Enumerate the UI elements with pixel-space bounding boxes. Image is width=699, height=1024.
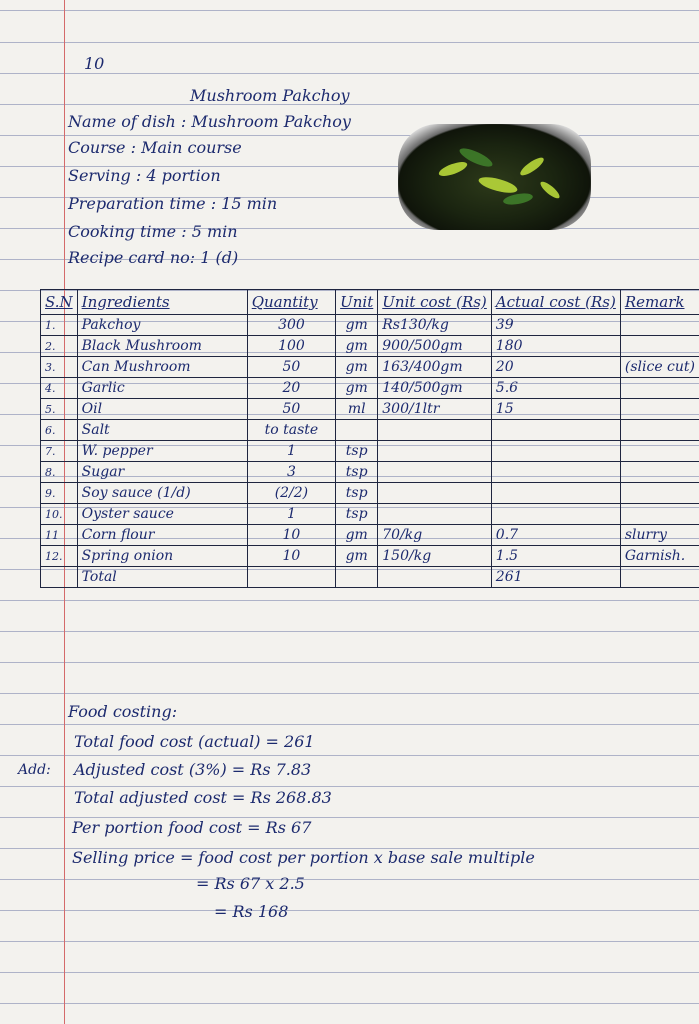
cell-unit: tsp <box>336 441 378 462</box>
cell-sn: 3. <box>41 357 78 378</box>
cell-ingredient: Spring onion <box>77 546 247 567</box>
cell-sn: 10. <box>41 504 78 525</box>
cell-sn: 6. <box>41 420 78 441</box>
cell-ingredient: Salt <box>77 420 247 441</box>
cell-actual-cost: 15 <box>491 399 620 420</box>
cell-unit: gm <box>336 525 378 546</box>
cell-remark: Garnish. <box>620 546 699 567</box>
cell-sn: 1. <box>41 315 78 336</box>
cell-remark <box>620 567 699 588</box>
cell-remark <box>620 462 699 483</box>
table-row <box>41 483 699 504</box>
cell-actual-cost: 1.5 <box>491 546 620 567</box>
cell-unit: tsp <box>336 483 378 504</box>
cell-unit <box>336 567 378 588</box>
header-sn: S.N <box>41 290 78 315</box>
header-quantity: Quantity <box>247 290 335 315</box>
cost-line-7: = Rs 168 <box>214 902 289 921</box>
cell-actual-cost <box>491 441 620 462</box>
cell-sn: 9. <box>41 483 78 504</box>
cell-unit: tsp <box>336 462 378 483</box>
cell-sn: 11 <box>41 525 78 546</box>
cell-unit-cost <box>378 567 492 588</box>
table-header-row <box>41 290 699 315</box>
page-number: 10 <box>84 54 105 73</box>
cell-quantity: 100 <box>247 336 335 357</box>
cost-line-6: = Rs 67 x 2.5 <box>196 874 305 893</box>
cell-unit-cost: 163/400gm <box>378 357 492 378</box>
cell-remark <box>620 315 699 336</box>
cell-actual-cost: 5.6 <box>491 378 620 399</box>
dish-photo <box>398 124 591 230</box>
cell-actual-cost: 261 <box>491 567 620 588</box>
serving: Serving : 4 portion <box>68 166 221 185</box>
cooking-time: Cooking time : 5 min <box>68 222 238 241</box>
cell-remark <box>620 420 699 441</box>
cell-unit-cost: 150/kg <box>378 546 492 567</box>
cell-quantity <box>247 567 335 588</box>
cell-ingredient: W. pepper <box>77 441 247 462</box>
header-unit: Unit <box>336 290 378 315</box>
table-row <box>41 378 699 399</box>
header-remark: Remark <box>620 290 699 315</box>
header-unit-cost: Unit cost (Rs) <box>378 290 492 315</box>
cell-ingredient: Total <box>77 567 247 588</box>
cell-sn <box>41 567 78 588</box>
cell-unit: gm <box>336 546 378 567</box>
cell-quantity: 10 <box>247 525 335 546</box>
cell-remark <box>620 483 699 504</box>
prep-time: Preparation time : 15 min <box>68 194 278 213</box>
cell-actual-cost <box>491 420 620 441</box>
cell-unit: gm <box>336 378 378 399</box>
table-row <box>41 504 699 525</box>
cost-line-1: Total food cost (actual) = 261 <box>74 732 315 751</box>
cell-unit-cost <box>378 441 492 462</box>
cell-quantity: 1 <box>247 504 335 525</box>
cell-ingredient: Sugar <box>77 462 247 483</box>
cell-quantity: 50 <box>247 357 335 378</box>
cell-sn: 4. <box>41 378 78 399</box>
table-row <box>41 357 699 378</box>
cell-ingredient: Garlic <box>77 378 247 399</box>
cell-actual-cost: 0.7 <box>491 525 620 546</box>
cell-unit: tsp <box>336 504 378 525</box>
cell-unit-cost: Rs130/kg <box>378 315 492 336</box>
food-costing-heading: Food costing: <box>68 702 178 721</box>
cell-unit-cost <box>378 462 492 483</box>
cell-ingredient: Oyster sauce <box>77 504 247 525</box>
cell-quantity: 10 <box>247 546 335 567</box>
cell-sn: 2. <box>41 336 78 357</box>
cell-quantity: to taste <box>247 420 335 441</box>
cell-ingredient: Pakchoy <box>77 315 247 336</box>
dish-name: Name of dish : Mushroom Pakchoy <box>68 112 351 131</box>
cell-ingredient: Black Mushroom <box>77 336 247 357</box>
cell-remark <box>620 441 699 462</box>
cost-line-4: Per portion food cost = Rs 67 <box>72 818 312 837</box>
table-row <box>41 525 699 546</box>
cell-remark <box>620 378 699 399</box>
cell-quantity: 1 <box>247 441 335 462</box>
cost-line-2: Adjusted cost (3%) = Rs 7.83 <box>74 760 312 779</box>
table-row <box>41 546 699 567</box>
cell-unit-cost <box>378 483 492 504</box>
header-actual-cost: Actual cost (Rs) <box>491 290 620 315</box>
cell-unit: gm <box>336 315 378 336</box>
cell-quantity: 300 <box>247 315 335 336</box>
cell-remark <box>620 336 699 357</box>
cell-unit: ml <box>336 399 378 420</box>
cell-quantity: 3 <box>247 462 335 483</box>
table-row <box>41 399 699 420</box>
cell-quantity: 20 <box>247 378 335 399</box>
cell-sn: 12. <box>41 546 78 567</box>
cell-unit-cost <box>378 504 492 525</box>
cost-line-5: Selling price = food cost per portion x base sale multiple <box>72 848 535 867</box>
cell-unit: gm <box>336 336 378 357</box>
cell-actual-cost: 180 <box>491 336 620 357</box>
table-row <box>41 420 699 441</box>
cell-actual-cost <box>491 483 620 504</box>
table-row <box>41 315 699 336</box>
table-row <box>41 336 699 357</box>
add-label: Add: <box>18 762 51 778</box>
cell-ingredient: Soy sauce (1/d) <box>77 483 247 504</box>
course: Course : Main course <box>68 138 242 157</box>
header-ingredients: Ingredients <box>77 290 247 315</box>
cell-sn: 7. <box>41 441 78 462</box>
cell-actual-cost <box>491 462 620 483</box>
cell-sn: 8. <box>41 462 78 483</box>
ingredient-table <box>40 289 699 588</box>
cell-unit-cost: 70/kg <box>378 525 492 546</box>
table-row <box>41 462 699 483</box>
cell-remark: slurry <box>620 525 699 546</box>
table-row <box>41 567 699 588</box>
cell-sn: 5. <box>41 399 78 420</box>
cell-unit <box>336 420 378 441</box>
recipe-card-no: Recipe card no: 1 (d) <box>68 248 239 267</box>
cell-actual-cost <box>491 504 620 525</box>
cell-unit-cost: 900/500gm <box>378 336 492 357</box>
cell-ingredient: Can Mushroom <box>77 357 247 378</box>
cell-remark <box>620 399 699 420</box>
cell-unit-cost: 140/500gm <box>378 378 492 399</box>
cell-ingredient: Oil <box>77 399 247 420</box>
cell-unit-cost: 300/1ltr <box>378 399 492 420</box>
cell-quantity: (2/2) <box>247 483 335 504</box>
cell-unit: gm <box>336 357 378 378</box>
cell-remark <box>620 504 699 525</box>
cell-remark: (slice cut) <box>620 357 699 378</box>
cell-actual-cost: 39 <box>491 315 620 336</box>
cell-actual-cost: 20 <box>491 357 620 378</box>
cost-line-3: Total adjusted cost = Rs 268.83 <box>74 788 332 807</box>
cell-ingredient: Corn flour <box>77 525 247 546</box>
cell-quantity: 50 <box>247 399 335 420</box>
table-row <box>41 441 699 462</box>
page-title: Mushroom Pakchoy <box>190 86 350 105</box>
cell-unit-cost <box>378 420 492 441</box>
